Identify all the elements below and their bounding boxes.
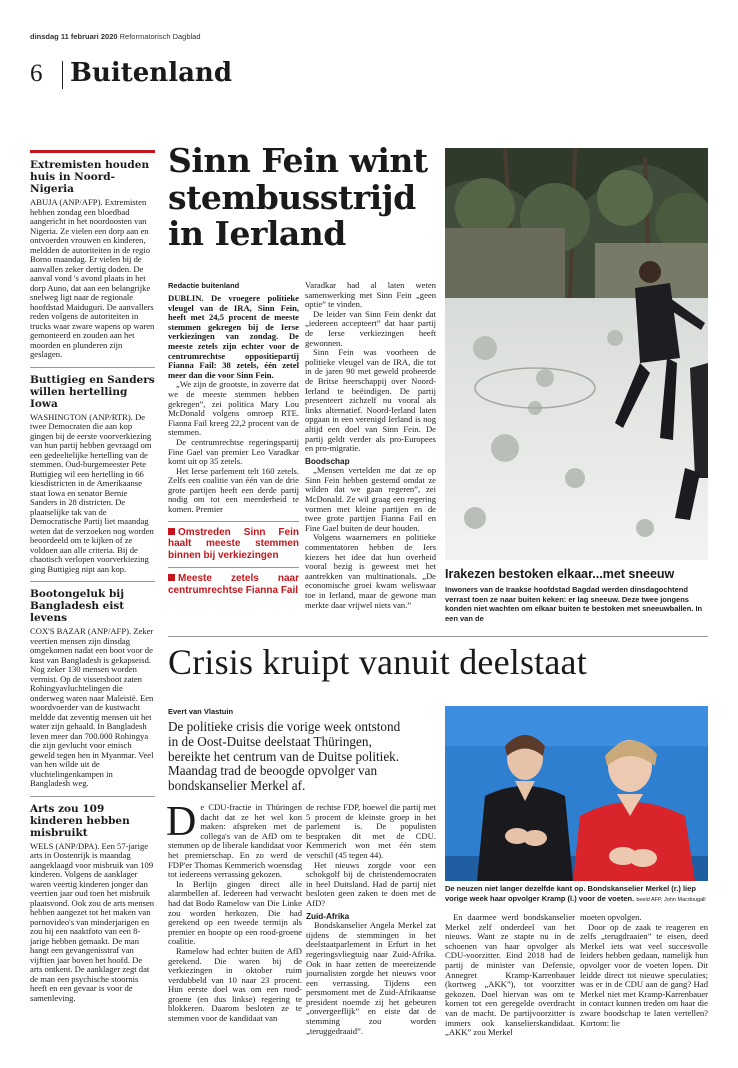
paragraph: moeten opvolgen. (580, 912, 642, 922)
paragraph: Bondskanselier Angela Merkel zat tijdens de stemmingen in het deelstaatparlement in Erfurt in het regeringsvliegtuig naar Zuid-Afrika. Ook in haar zetten de meereizende journalisten zorgde het nieuws voor een verrassing. Tijdens een persmoment met de Zuid-Afrikaanse president noemde zij het gebeuren „onvergeeflijk” en eiste dat de stemming zou worden „teruggedraaid”. (306, 920, 436, 1036)
photo1-caption-title: Irakezen bestoken elkaar...met sneeuw (445, 567, 675, 581)
date: dinsdag 11 februari 2020 (30, 32, 118, 41)
sidebar-article (30, 797, 155, 1011)
photo1-caption-text: Inwoners van de Iraakse hoofdstad Bagdad werden dinsdagochtend verrast toen ze naar buiten keken: er lag sneeuw. Deze twee jongens konden niet wachten om elkaar buiten te bestoken met sneeuwballen. In een van de (445, 585, 703, 623)
paragraph: e CDU-fractie in Thüringen dacht dat ze het wel kon maken: afspreken met de collega's van de AfD om te stemmen op de liberale kandidaat voor het premierschap. En zo werd de FDP'er Thomas Kemmerich woensdag tot iedereens verrassing gekozen. (168, 802, 302, 880)
bullet-square-icon (168, 574, 175, 581)
publication: Reformatorisch Dagblad (119, 32, 201, 41)
photo-credit: beeld AFP, John Macdougall (636, 896, 706, 903)
sidebar-article (30, 153, 155, 368)
story2-byline: Evert van Vlastuin (168, 707, 234, 716)
paragraph: De centrumrechtse regeringspartij Fine Gael van premier Leo Varadkar komt uit op 35 zetels. (168, 436, 299, 467)
subhead: Zuid-Afrika (306, 911, 350, 921)
sidebar-body: WASHINGTON (ANP/RTR). De twee Democraten die aan kop gingen bij de eerste voorverkiezing van hun partij hebben gevraagd om een gedeeltelijke hertelling van de stemmen. Oud-burgemeester Pete Buttigieg wil een hertelling in 66 kiesdistricten in de Amerikaanse staat Iowa en senator Bernie Sanders in 28 districten. De plaatselijke tak van de Democratische Partij liet maandag weten dat de verzoeken nog worden beoordeeld om te kijken of ze voldoen aan alle criteria. Bij de chaotisch verlopen voorverkiezing ging Buttigieg nipt aan kop. (30, 411, 154, 574)
sidebar-headline: Bootongeluk bij Bangladesh eist levens (30, 588, 125, 624)
bullet-square-icon (168, 528, 175, 535)
section-title: Buitenland (70, 58, 233, 88)
story1-headline: Sinn Fein wint stembusstrijd in Ierland (168, 141, 428, 253)
paragraph: „We zijn de grootste, in zoverre dat we de meeste stemmen hebben gekregen”, zei politica Mary Lou McDonald volgens omroep RTE. Fianna Fail kreeg 22,2 procent van de stemmen. (168, 379, 299, 438)
story2-intro: De politieke crisis die vorige week ontstond in de Oost-Duitse deelstaat Thüringen, bereikte het centrum van de Duitse politiek. Maandag trad de beoogde opvolger van bondskanselier Merkel af. (168, 719, 401, 794)
story1-byline: Redactie buitenland (168, 281, 240, 290)
story2-column-2 (306, 803, 436, 1036)
paragraph: En daarmee werd bondskanselier Merkel zelf onderdeel van het nieuws. Want ze stapte nu in de schoenen van haar opvolger als CDU-voorzitter. Eind 2018 had de partij de minister van Defensie, Annegret Kramp-Karrenbauer (kortweg „AKK”), tot voorzitter gekozen. Doel hiervan was om te komen tot een geregelde overdracht van de macht. De partijvoorzitter is immers ook kanselierskandidaat. „AKK” zou Merkel (445, 912, 575, 1038)
sidebar-body: COX'S BAZAR (ANP/AFP). Zeker veertien mensen zijn dinsdag omgekomen nadat een boot voor de kust van Bangladesh is gekapseisd. Nog zeker 130 mensen worden vermist. Op de vissersboot zaten Rohingyavluchtelingen die onderweg waren naar Maleisië. Een woordvoerder van de kustwacht meldde dat zeventig mensen uit het water zijn gehaald. In Bangladesh leven meer dan 700.000 Rohingya die zijn gevlucht voor etnisch geweld tegen hen in Myanmar. Veel van hen wilde uit de vluchtelingenkampen in Bangladesh weg. (30, 626, 154, 788)
photo2-caption-text: De neuzen niet langer dezelfde kant op. Bondskanselier Merkel (r.) liep vorige week haar opvolger Kramp (l.) voor de voeten. (445, 884, 696, 903)
paragraph: Het nieuws zorgde voor een schokgolf bij de christendemocraten in heel Duitsland. Had de partij niet besloten geen zaken te doen met de AfD? (306, 859, 436, 908)
dateline (30, 32, 201, 41)
story2-headline: Crisis kruipt vanuit deelstaat (168, 642, 587, 682)
story1-column-2 (305, 281, 436, 610)
paragraph: „Mensen vertelden me dat ze op Sinn Fein hebben gestemd omdat ze wilden dat we gaan regeren”, zei McDonald. Ze wil graag een regering vormen met kleine partijen en de twee grote partijen Fianna Fail en Fine Gael buiten de deur houden. (305, 465, 436, 533)
paragraph: Het Ierse parlement telt 160 zetels. Zelfs een coalitie van één van de drie grote partijen heeft een derde partij nodig om tot een meerderheid te komen. Premier (168, 465, 299, 515)
paragraph: De leider van Sinn Fein denkt dat „iedereen accepteert” dat haar partij de Ierse verkiezingen heeft gewonnen. (305, 308, 436, 348)
sidebar-headline: Arts zou 109 kinderen hebben misbruikt (30, 802, 130, 839)
paragraph: Door op de zaak te reageren en zelfs „terugdraaien” te eisen, deed Merkel iets wat veel succesvolle leiders hebben gedaan, namelijk hun opvolger voor de voeten lopen. Dit leidde direct tot nieuwe speculaties; was er in de CDU aan de gang? Had Merkel niet met Kramp-Karrenbauer in contact kunnen treden om haar die zware boodschap te laten vertellen? Kortom: lie (580, 921, 708, 1028)
story-divider (168, 636, 708, 637)
story2-column-3 (445, 913, 575, 1038)
pull-quote (168, 567, 299, 596)
paragraph: Varadkar had al laten weten samenwerking met Sinn Fein „geen optie” te vinden. (305, 280, 436, 310)
subhead: Boodschap (305, 456, 350, 466)
photo2-caption (445, 884, 708, 905)
pull-quote-text: Omstreden Sinn Fein haalt meeste stemmen binnen bij verkiezingen (168, 526, 299, 561)
merkel-photo (445, 706, 708, 881)
paragraph: Sinn Fein was voorheen de politieke vleugel van de IRA, die tot in de jaren 90 met geweld probeerde de Britse heerschappij over Noord-Ierland te beëindigen. De partij presenteert zichzelf nu vooral als links alternatief. Noord-Ierland laten opgaan in een verenigd Ierland is nog altijd een doel van Sinn Fein. De partij geldt verder als pro-Europees en pro-migratie. (305, 347, 436, 454)
page-number: 6 (30, 60, 43, 87)
paragraph: In Berlijn gingen direct alle alarmbellen af. Iedereen had verwacht had dat Bodo Ramelow van Die Linke zou worden herkozen. Die had gerekend op een tweede termijn als premier en hoopte op een rood-groene coalitie. (168, 878, 302, 947)
sidebar-article (30, 368, 155, 583)
snow-photo (445, 148, 708, 560)
story1-column-1 (168, 294, 299, 596)
pull-quote-text: Meeste zetels naar centrumrechtse Fianna Fail (168, 573, 299, 596)
story2-column-4 (580, 913, 708, 1028)
sidebar-headline: Extremisten houden huis in Noord-Nigeria (30, 159, 150, 195)
story1-intro: DUBLIN. De vroegere politieke vleugel van de IRA, Sinn Fein, heeft met 24,5 procent de meeste stemmen gekregen bij de Ierse verkiezingen van zondag. De meeste zetels zijn echter voor de centrumrechtse oppositiepartij Fianna Fail: 38 zetels, één zetel meer dan die voor Sinn Fein. (168, 293, 299, 380)
sidebar-headline: Buttigieg en Sanders willen hertelling Iowa (30, 373, 155, 410)
drop-cap: D (166, 799, 197, 845)
paragraph: Ramelow had echter buiten de AfD gerekend. Die waren bij de verkiezingen in oktober ruim verdubbeld van 10 naar 23 procent. Hun eerste doel was om een rood-groene (en dus linkse) regering te blokkeren. Daarom besloten ze te stemmen voor de kandidaat van (168, 945, 302, 1024)
news-sidebar (30, 150, 155, 1010)
section-divider (62, 61, 63, 89)
story2-column-1 (166, 799, 302, 1024)
paragraph: Volgens waarnemers en politieke commentatoren hebben de Iers kiezers het idee dat hun overheid vooral bezig is geweest met het aantrekken van multinationals. „De economische groei kwam weliswaar toe in Ierland, maar de gewone man merkte daar vrijwel niets van.” (305, 532, 436, 610)
paragraph: de rechtse FDP, hoewel die partij met 5 procent de kleinste groep in het parlement is. De populisten bespraken dit met de CDU. Kemmerich won met één stem verschil (45 tegen 44). (306, 802, 436, 860)
sidebar-body: WELS (ANP/DPA). Een 57-jarige arts in Oostenrijk is maandag aangeklaagd voor misbruik van 109 kinderen. Volgens de aanklager waren veertig kinderen jonger dan veertien jaar oud toen het misbruik plaatsvond. Ook zou de arts mensen hebben aangezet tot het maken van pornovideo's van minderjarigen en zou hij een naaktfoto van een 8-jarige hebben gemaakt. De man hangt een gevangenisstraf van vijftien jaar boven het hoofd. De arts ontkent. De aanklager zegt dat de man een psychische stoornis heeft en een gevaar is voor de samenleving. (30, 840, 155, 1003)
sidebar-article (30, 582, 155, 797)
sidebar-body: ABUJA (ANP/AFP). Extremisten hebben zondag een bloedbad aangericht in het noordoosten van Nigeria. Ze vielen een dorp aan en ontvoerden vrouwen en kinderen, meldden de autoriteiten in de regio Borno maandag. Er vielen bij de aanvallen zeker dertig doden. De aanval vond 's avond plaats in het dorp Auno, dat aan een belangrijke snelweg ligt naar de regionale hoofdstad Maiduguri. De aanvallers reden volgens de autoriteiten in trucks waar zware wapens op waren gemonteerd en zouden aan het moorden en plunderen zijn geslagen. (30, 197, 155, 359)
pull-quote (168, 521, 299, 562)
